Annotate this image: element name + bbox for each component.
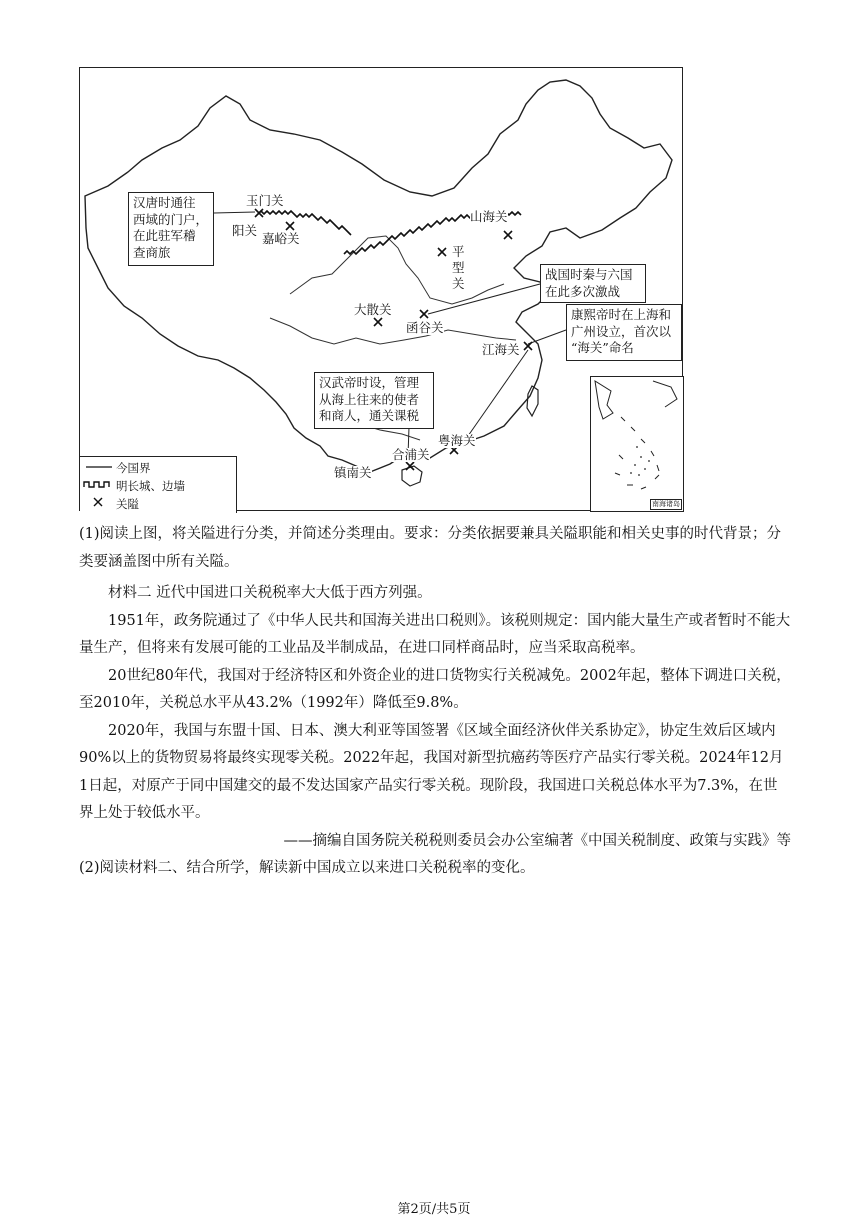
pass-marker-dasan bbox=[374, 318, 382, 326]
note-hanwu-line-1: 汉武帝时设，管理 bbox=[319, 375, 420, 390]
label-jianghai: 江海关 bbox=[482, 342, 520, 357]
question-1: (1)阅读上图，将关隘进行分类，并简述分类理由。要求：分类依据要兼具关隘职能和相关史事的时代背景；分类要涵盖图中所有关隘。 bbox=[79, 526, 782, 570]
note-west-gate bbox=[128, 192, 214, 266]
note-kangxi-line-2: 广州设立，首次以 bbox=[571, 323, 672, 339]
legend-wall-swatch bbox=[84, 482, 109, 487]
label-shanhai: 山海关 bbox=[470, 209, 508, 224]
inset-label: 南海诸岛 bbox=[652, 500, 680, 508]
pass-marker-jiayu bbox=[286, 222, 294, 230]
legend-border-label: 今国界 bbox=[116, 461, 151, 475]
note-hanwu bbox=[314, 372, 434, 429]
note-hanwu-line-3: 和商人，通关课税 bbox=[319, 408, 420, 423]
label-hepu: 合浦关 bbox=[392, 447, 430, 462]
yellow-river bbox=[290, 236, 504, 304]
note-west-line-2: 西域的门户， bbox=[133, 211, 209, 227]
material2-paragraph-2: 20世纪80年代，我国对于经济特区和外资企业的进口货物实行关税减免。2002年起，整体下调进口关税，至2010年，关税总水平从43.2%（1992年）降低至9.8%。 bbox=[79, 667, 791, 711]
pass-marker-hangu bbox=[420, 310, 428, 318]
legend-wall-label: 明长城、边墙 bbox=[116, 479, 185, 493]
yangtze-river bbox=[270, 318, 516, 344]
pass-marker-jianghai bbox=[524, 342, 532, 350]
note-hanwu-line-2: 从海上往来的使者 bbox=[319, 391, 420, 407]
note-hangu bbox=[540, 264, 646, 303]
label-pingxing: 平型关 bbox=[452, 244, 465, 291]
note-hangu-line-2: 在此多次激战 bbox=[545, 283, 621, 299]
note-kangxi-line-1: 康熙帝时在上海和 bbox=[571, 307, 672, 322]
note-west-line-3: 在此驻军稽 bbox=[133, 228, 196, 243]
label-dasan: 大散关 bbox=[354, 302, 392, 317]
label-jiayu: 嘉峪关 bbox=[262, 231, 300, 246]
note-west-line-1: 汉唐时通往 bbox=[133, 195, 196, 210]
page-footer: 第2页/共5页 bbox=[397, 1202, 471, 1217]
label-yuehai: 粤海关 bbox=[438, 433, 476, 448]
note-kangxi-line-3: “海关”命名 bbox=[571, 340, 634, 355]
material2-paragraph-1: 1951年，政务院通过了《中华人民共和国海关进出口税则》。该税则规定：国内能大量生产或者暂时不能大量生产，但将来有发展可能的工业品及半制成品，在进口同样商品时，应当采取高税率。 bbox=[79, 612, 791, 656]
question-text-block bbox=[79, 521, 791, 883]
inset-map bbox=[591, 377, 683, 511]
pass-marker-yumen bbox=[255, 209, 263, 217]
historical-map bbox=[79, 67, 683, 511]
note-west-line-4: 查商旅 bbox=[133, 244, 171, 260]
label-yumen: 玉门关 bbox=[246, 193, 284, 208]
material2-heading: 材料二 近代中国进口关税税率大大低于西方列强。 bbox=[108, 585, 432, 601]
note-kangxi bbox=[566, 304, 682, 361]
question-2: (2)阅读材料二、结合所学，解读新中国成立以来进口关税税率的变化。 bbox=[79, 860, 535, 876]
label-zhennan: 镇南关 bbox=[334, 465, 372, 480]
note-hangu-line-1: 战国时秦与六国 bbox=[545, 267, 633, 282]
pass-marker-shanhai bbox=[504, 231, 512, 239]
map-legend bbox=[80, 456, 237, 513]
material2-paragraph-3: 2020年，我国与东盟十国、日本、澳大利亚等国签署《区域全面经济伙伴关系协定》，协定生效后区域内90%以上的货物贸易将最终实现零关税。2022年起，我国对新型抗癌药等医疗产品实行零关税。2024年12月1日起，对原产于同中国建交的最不发达国家产品实行零关税。现阶段，我国进口关税总体水平为7.3%，在世界上处于较低水平。 bbox=[79, 722, 784, 821]
label-hangu: 函谷关 bbox=[406, 320, 444, 335]
legend-pass-label: 关隘 bbox=[116, 497, 139, 511]
legend-pass-swatch bbox=[94, 498, 102, 506]
material2-source: ——摘编自国务院关税税则委员会办公室编著《中国关税制度、政策与实践》等 bbox=[283, 832, 791, 849]
south-china-sea-inset bbox=[590, 376, 684, 512]
label-yang: 阳关 bbox=[232, 223, 258, 238]
pass-marker-pingxing bbox=[438, 248, 446, 256]
